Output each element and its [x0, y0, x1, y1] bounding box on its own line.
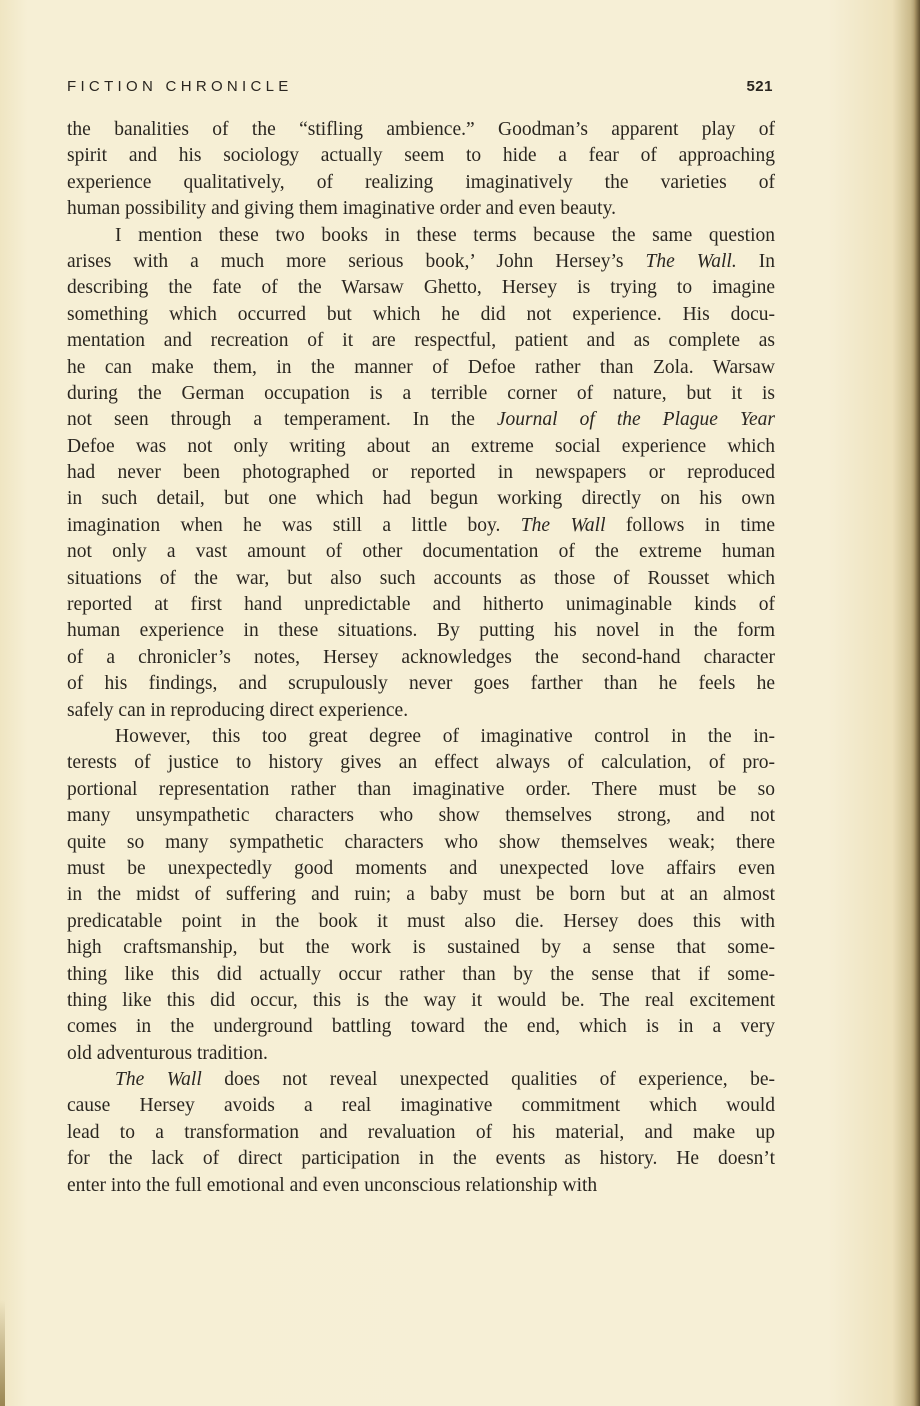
text-line — [67, 1173, 775, 1199]
text-run: for the lack of direct participation in the events as history. He doesn’t — [67, 1148, 775, 1170]
text-run: had never been photographed or reported in newspapers or reproduced — [67, 462, 775, 484]
text-line — [67, 962, 775, 988]
text-line — [67, 909, 775, 935]
text-line — [67, 1146, 775, 1172]
text-run: predicatable point in the book it must also die. Hersey does this with — [67, 910, 775, 932]
italic-title: Journal of the Plague Year — [496, 409, 775, 431]
text-run: Defoe was not only writing about an extreme social experience which — [67, 435, 775, 457]
text-run: I mention these two books in these terms because the same question — [115, 224, 775, 246]
text-run: he can make them, in the manner of Defoe rather than Zola. Warsaw — [67, 356, 775, 378]
text-line — [67, 750, 775, 776]
text-line — [67, 143, 775, 169]
text-line — [67, 645, 775, 671]
text-run: in the midst of suffering and ruin; a baby must be born but at an almost — [67, 884, 775, 906]
text-run: human possibility and giving them imaginative order and even beauty. — [67, 198, 616, 220]
text-run: describing the fate of the Warsaw Ghetto, Hersey is trying to imagine — [67, 277, 775, 299]
text-line — [67, 381, 775, 407]
italic-title: The Wall. — [645, 250, 737, 272]
text-run: thing like this did actually occur rather than by the sense that if some- — [67, 963, 775, 985]
text-run: imagination when he was still a little boy. — [67, 514, 521, 536]
text-run: not seen through a temperament. In the — [67, 409, 497, 431]
text-line — [67, 592, 775, 618]
text-line — [67, 486, 775, 512]
text-line — [67, 1093, 775, 1119]
text-run: situations of the war, but also such accounts as those of Rousset which — [67, 567, 775, 589]
text-line — [67, 1067, 775, 1093]
text-run: the banalities of the “stifling ambience.” Goodman’s apparent play of — [67, 119, 775, 140]
text-line — [67, 275, 775, 301]
text-line — [67, 856, 775, 882]
text-run: follows in time — [605, 514, 775, 536]
text-run: reported at first hand unpredictable and hitherto unimaginable kinds of — [67, 594, 775, 616]
text-line — [67, 1041, 775, 1067]
text-run: In — [736, 250, 775, 272]
text-run: during the German occupation is a terrible corner of nature, but it is — [67, 382, 775, 404]
text-run: experience qualitatively, of realizing imaginatively the varieties of — [67, 171, 775, 193]
page-number: 521 — [746, 78, 773, 95]
text-line — [67, 170, 775, 196]
text-run: in such detail, but one which had begun working directly on his own — [67, 488, 775, 510]
text-line — [67, 988, 775, 1014]
text-run: thing like this did occur, this is the way it would be. The real excitement — [67, 989, 775, 1011]
text-line — [67, 566, 775, 592]
text-run: safely can in reproducing direct experience. — [67, 699, 409, 721]
body-text — [67, 117, 775, 1199]
text-run: quite so many sympathetic characters who show themselves weak; there — [67, 831, 775, 853]
text-run: of his findings, and scrupulously never goes farther than he feels he — [67, 673, 775, 695]
text-run: arises with a much more serious book,’ John Hersey’s — [67, 250, 646, 272]
text-line — [67, 407, 775, 433]
text-line — [67, 1120, 775, 1146]
text-run: many unsympathetic characters who show themselves strong, and not — [67, 805, 775, 827]
text-line — [67, 698, 775, 724]
text-line — [67, 777, 775, 803]
italic-title: The Wall — [520, 514, 606, 536]
text-run: terests of justice to history gives an effect always of calculation, of pro- — [67, 752, 775, 774]
text-run: cause Hersey avoids a real imaginative commitment which would — [67, 1095, 775, 1117]
text-line — [67, 724, 775, 750]
text-run: does not reveal unexpected qualities of experience, be- — [201, 1069, 775, 1091]
text-run: lead to a transformation and revaluation of his material, and make up — [67, 1121, 775, 1143]
text-run: old adventurous tradition. — [67, 1042, 268, 1064]
text-run: comes in the underground battling toward the end, which is in a very — [67, 1016, 775, 1038]
running-head: FICTION CHRONICLE — [67, 78, 293, 95]
text-run: high craftsmanship, but the work is sustained by a sense that some- — [67, 937, 775, 959]
text-line — [67, 434, 775, 460]
text-line — [67, 1014, 775, 1040]
text-line — [67, 671, 775, 697]
text-line — [67, 935, 775, 961]
text-line — [67, 882, 775, 908]
text-line — [67, 513, 775, 539]
text-run: mentation and recreation of it are respectful, patient and as complete as — [67, 330, 775, 352]
text-line — [67, 460, 775, 486]
page-shadow-edge — [0, 1300, 5, 1406]
italic-title: The Wall — [115, 1069, 202, 1091]
text-line — [67, 618, 775, 644]
text-run: something which occurred but which he did not experience. His docu- — [67, 303, 775, 325]
text-line — [67, 355, 775, 381]
text-line — [67, 328, 775, 354]
text-line — [67, 196, 775, 222]
text-run: portional representation rather than imaginative order. There must be so — [67, 778, 775, 800]
text-run: spirit and his sociology actually seem to hide a fear of approaching — [67, 145, 775, 167]
text-run: However, this too great degree of imaginative control in the in- — [115, 725, 775, 747]
text-run: human experience in these situations. By putting his novel in the form — [67, 620, 775, 642]
text-run: of a chronicler’s notes, Hersey acknowledges the second-hand character — [67, 646, 775, 668]
text-run: enter into the full emotional and even unconscious relationship with — [67, 1174, 598, 1196]
text-line — [67, 249, 775, 275]
text-line — [67, 830, 775, 856]
text-run: not only a vast amount of other documentation of the extreme human — [67, 541, 775, 563]
text-line — [67, 803, 775, 829]
text-line — [67, 302, 775, 328]
text-line — [67, 117, 775, 143]
page-binding-edge — [914, 0, 920, 1406]
text-line — [67, 539, 775, 565]
text-line — [67, 223, 775, 249]
text-run: must be unexpectedly good moments and unexpected love affairs even — [67, 857, 775, 879]
page-header — [67, 78, 773, 102]
